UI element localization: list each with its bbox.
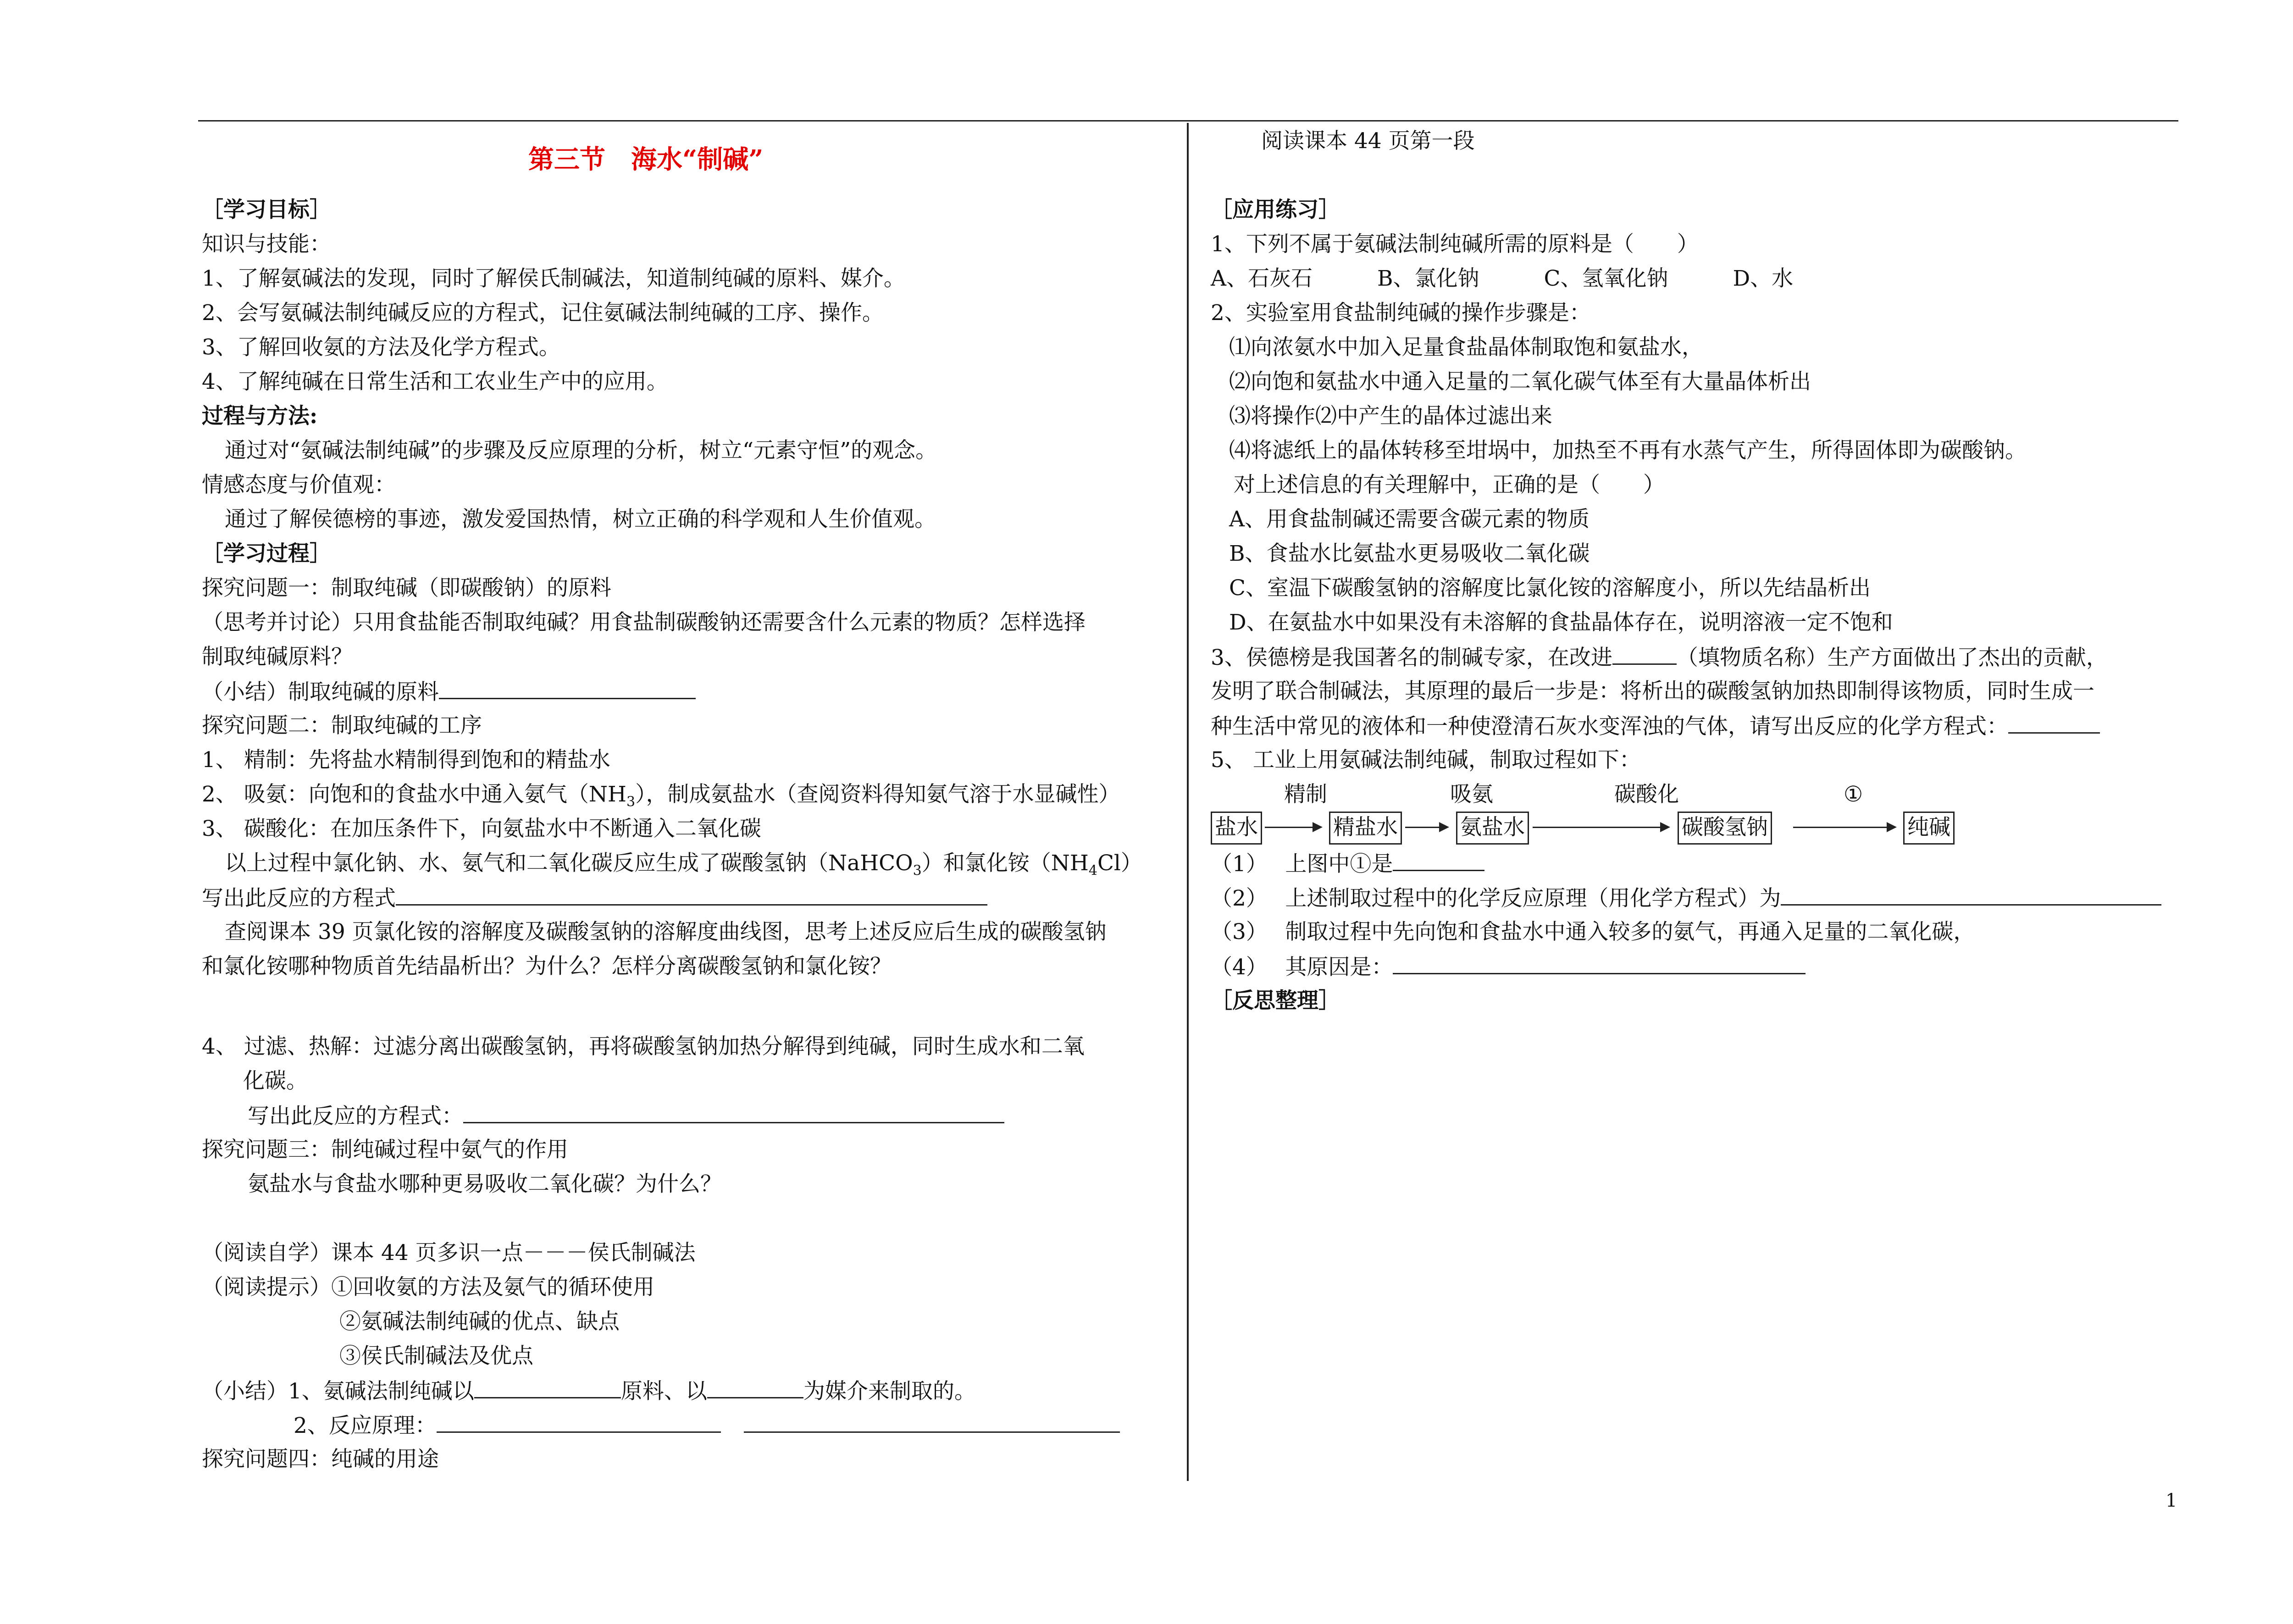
page-title: 第三节 海水“制碱” (528, 144, 764, 175)
flow-box-refined-brine: 精盐水 (1329, 812, 1402, 845)
flow-arrow (1265, 827, 1321, 828)
flow-box-brine: 盐水 (1211, 812, 1262, 845)
process-header: ［学习过程］ (202, 541, 331, 566)
practice-5-1 (1211, 850, 1484, 877)
step-3-detail-text-a: 以上过程中氯化钠、水、氨气和二氧化碳反应生成了碳酸氢钠（NaHCO (225, 851, 913, 876)
flow-box-soda-ash: 纯碱 (1903, 812, 1955, 845)
practice-5-4-text: （4） 其原因是： (1211, 955, 1393, 980)
question-1-think-a: （思考并讨论）只用食盐能否制取纯碱？用食盐制碳酸钠还需要含什么元素的物质？怎样选择 (202, 610, 1086, 635)
summary-1-text-b: 原料、以 (620, 1379, 707, 1404)
practice-5-4 (1211, 953, 1806, 980)
flow-arrow (1793, 827, 1895, 828)
flow-arrow (1533, 827, 1668, 828)
practice-1-options: A、石灰石 B、氯化钠 C、氢氧化钠 D、水 (1211, 266, 1794, 291)
summary-2 (294, 1411, 1120, 1439)
equation-blank[interactable] (1781, 884, 2161, 906)
summary-1 (202, 1377, 976, 1404)
step-3-subscript-1: 3 (913, 862, 922, 879)
flow-box-ammonia-brine: 氨盐水 (1456, 812, 1529, 845)
step-4-b: 化碳。 (243, 1068, 308, 1094)
step-4-write-text: 写出此反应的方程式： (248, 1104, 463, 1129)
practice-5-2-text: （2） 上述制取过程中的化学反应原理（用化学方程式）为 (1211, 886, 1781, 911)
summary-2-text: 2、反应原理： (294, 1413, 437, 1438)
question-3-question: 氨盐水与食盐水哪种更易吸收二氧化碳？为什么？ (248, 1171, 722, 1197)
question-4-title: 探究问题四：纯碱的用途 (202, 1447, 439, 1472)
answer-blank[interactable] (707, 1377, 803, 1398)
step-3-detail-text-c: Cl） (1097, 851, 1142, 876)
step-2 (202, 781, 1120, 808)
goal-4: 4、了解纯碱在日常生活和工农业生产中的应用。 (202, 369, 668, 394)
answer-blank[interactable] (474, 1377, 621, 1398)
top-rule (198, 120, 2178, 122)
step-3-write (202, 884, 987, 911)
question-1-title: 探究问题一：制取纯碱（即碳酸钠）的原料 (202, 575, 611, 601)
step-4-write (248, 1102, 1004, 1129)
goal-2: 2、会写氨碱法制纯碱反应的方程式，记住氨碱法制纯碱的工序、操作。 (202, 300, 884, 326)
equation-blank[interactable] (396, 884, 987, 906)
practice-2-option-d: D、在氨盐水中如果没有未溶解的食盐晶体存在，说明溶液一定不饱和 (1229, 610, 1893, 635)
step-3-write-text: 写出此反应的方程式 (202, 886, 396, 911)
read-intro: 阅读课本 44 页第一段 (1261, 128, 1475, 154)
practice-3-text-c: 种生活中常见的液体和一种使澄清石灰水变浑浊的气体，请写出反应的化学方程式： (1211, 714, 2008, 739)
step-1: 1、 精制：先将盐水精制得到饱和的精盐水 (202, 747, 610, 773)
answer-blank[interactable] (1612, 643, 1677, 665)
goal-1: 1、了解氨碱法的发现，同时了解侯氏制碱法，知道制纯碱的原料、媒介。 (202, 266, 905, 291)
answer-blank[interactable] (1393, 850, 1484, 871)
practice-5-2 (1211, 884, 2161, 911)
practice-5-3: （3） 制取过程中先向饱和食盐水中通入较多的氨气，再通入足量的二氧化碳， (1211, 919, 1975, 945)
goal-3: 3、了解回收氨的方法及化学方程式。 (202, 335, 560, 360)
practice-3-text-a1: 3、侯德榜是我国著名的制碱专家，在改进 (1211, 645, 1612, 670)
practice-5: 5、 工业上用氨碱法制纯碱，制取过程如下： (1211, 747, 1641, 773)
column-divider (1187, 123, 1189, 1481)
step-2-text-a: 2、 吸氨：向饱和的食盐水中通入氨气（NH (202, 782, 626, 807)
step-3-detail-text-b: ）和氯化铵（NH (921, 851, 1089, 876)
equation-blank[interactable] (463, 1102, 1004, 1123)
question-1-think-b: 制取纯碱原料？ (202, 644, 353, 669)
practice-2-ask: 对上述信息的有关理解中，正确的是（ ） (1234, 472, 1665, 497)
summary-1-text-a: （小结）1、氨碱法制纯碱以 (202, 1379, 474, 1404)
practice-5-1-text: （1） 上图中①是 (1211, 851, 1393, 877)
answer-blank[interactable] (437, 1411, 721, 1433)
step-3-subscript-2: 4 (1088, 862, 1097, 879)
reading-hint-2: ②氨碱法制纯碱的优点、缺点 (339, 1309, 620, 1334)
attitude-label: 情感态度与价值观： (202, 472, 396, 497)
practice-2-option-b: B、食盐水比氨盐水更易吸收二氧化碳 (1229, 541, 1590, 566)
practice-2-step-1: ⑴向浓氨水中加入足量食盐晶体制取饱和氨盐水， (1229, 335, 1703, 360)
goals-header: ［学习目标］ (202, 197, 331, 222)
answer-blank[interactable] (744, 1411, 1120, 1433)
step-3-check-b: 和氯化铵哪种物质首先结晶析出？为什么？怎样分离碳酸氢钠和氯化铵？ (202, 954, 892, 979)
practice-3-text-a2: （填物质名称）生产方面做出了杰出的贡献， (1676, 645, 2108, 670)
practice-header: ［应用练习］ (1211, 197, 1340, 222)
process-text: 通过对“氨碱法制纯碱”的步骤及反应原理的分析，树立“元素守恒”的观念。 (225, 438, 937, 463)
flow-label-step-1: ① (1844, 782, 1863, 807)
step-3-detail (225, 850, 1142, 877)
practice-2-step-2: ⑵向饱和氨盐水中通入足量的二氧化碳气体至有大量晶体析出 (1229, 369, 1811, 394)
step-2-subscript: 3 (626, 794, 636, 810)
flow-label-absorb-ammonia: 吸氨 (1450, 782, 1493, 807)
flow-arrow (1405, 827, 1447, 828)
flow-label-carbonation: 碳酸化 (1614, 782, 1679, 807)
knowledge-label: 知识与技能： (202, 232, 331, 257)
flow-label-refine: 精制 (1284, 782, 1327, 807)
flow-box-sodium-bicarbonate: 碳酸氢钠 (1678, 812, 1772, 845)
question-1-summary (202, 678, 696, 705)
equation-blank[interactable] (2008, 712, 2100, 734)
practice-1: 1、下列不属于氨碱法制纯碱所需的原料是（ ） (1211, 232, 1699, 257)
practice-2: 2、实验室用食盐制纯碱的操作步骤是： (1211, 300, 1591, 326)
question-2-title: 探究问题二：制取纯碱的工序 (202, 713, 482, 738)
practice-3-a (1211, 643, 2108, 671)
practice-2-step-3: ⑶将操作⑵中产生的晶体过滤出来 (1229, 403, 1552, 429)
summary-1-text-c: 为媒介来制取的。 (803, 1379, 976, 1404)
practice-2-option-a: A、用食盐制碱还需要含碳元素的物质 (1229, 507, 1590, 532)
attitude-text: 通过了解侯德榜的事迹，激发爱国热情，树立正确的科学观和人生价值观。 (225, 507, 936, 532)
step-4-a: 4、 过滤、热解：过滤分离出碳酸氢钠，再将碳酸氢钠加热分解得到纯碱，同时生成水和二氧 (202, 1034, 1085, 1059)
practice-3-c (1211, 712, 2100, 740)
question-1-summary-text: （小结）制取纯碱的原料 (202, 679, 439, 705)
step-3-check-a: 查阅课本 39 页氯化铵的溶解度及碳酸氢钠的溶解度曲线图，思考上述反应后生成的碳酸氢钠 (225, 919, 1107, 945)
step-2-text-b: ），制成氨盐水（查阅资料得知氨气溶于水显碱性） (635, 782, 1120, 807)
reading-hint-3: ③侯氏制碱法及优点 (339, 1343, 533, 1369)
page-number: 1 (2166, 1490, 2177, 1511)
practice-2-option-c: C、室温下碳酸氢钠的溶解度比氯化铵的溶解度小，所以先结晶析出 (1229, 575, 1871, 601)
answer-blank[interactable] (439, 678, 696, 699)
step-3: 3、 碳酸化：在加压条件下，向氨盐水中不断通入二氧化碳 (202, 816, 761, 841)
reading-hint: （阅读提示）①回收氨的方法及氨气的循环使用 (202, 1275, 654, 1300)
practice-2-step-4: ⑷将滤纸上的晶体转移至坩埚中，加热至不再有水蒸气产生，所得固体即为碳酸钠。 (1229, 438, 2027, 463)
reflect-header: ［反思整理］ (1211, 988, 1340, 1013)
question-3-title: 探究问题三：制纯碱过程中氨气的作用 (202, 1137, 568, 1162)
reading-self-study: （阅读自学）课本 44 页多识一点－－－侯氏制碱法 (202, 1240, 696, 1265)
process-label: 过程与方法: (202, 403, 318, 429)
answer-blank[interactable] (1393, 953, 1806, 974)
practice-3-b: 发明了联合制碱法，其原理的最后一步是：将析出的碳酸氢钠加热即制得该物质，同时生成一 (1211, 679, 2094, 704)
